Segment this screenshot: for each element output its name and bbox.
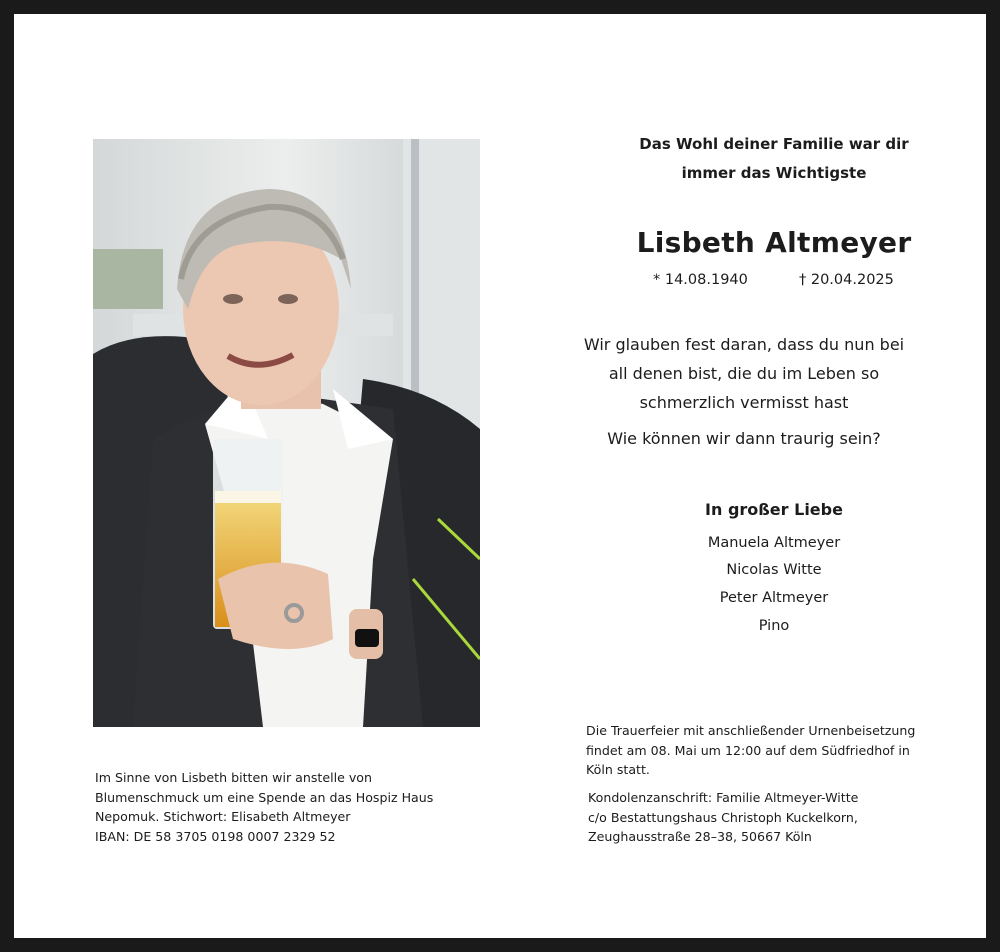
- donation-line-1: Im Sinne von Lisbeth bitten wir anstelle von: [95, 770, 372, 785]
- condolence-line-1: Kondolenzanschrift: Familie Altmeyer-Witte: [588, 790, 859, 805]
- motto: [574, 130, 974, 188]
- birth-date: * 14.08.1940: [653, 272, 748, 288]
- donation-line-2: Blumenschmuck um eine Spende an das Hospiz Haus: [95, 789, 434, 805]
- mourners-heading: In großer Liebe: [705, 500, 843, 519]
- deceased-name: Lisbeth Altmeyer: [636, 226, 912, 259]
- donation-notice: [95, 768, 433, 846]
- obituary-card: [14, 14, 986, 938]
- mourner-name: Nicolas Witte: [726, 562, 822, 578]
- mourner-name: Pino: [758, 618, 790, 634]
- funeral-notice: [586, 721, 915, 780]
- portrait-photo: [93, 139, 480, 727]
- verse-line-1: Wir glauben fest daran, dass du nun bei: [583, 335, 905, 354]
- condolence-line-3: Zeughausstraße 28–38, 50667 Köln: [588, 829, 812, 844]
- motto-line-1: Das Wohl deiner Familie war dir: [639, 135, 909, 153]
- funeral-line-3: Köln statt.: [586, 762, 650, 777]
- mourner-name: Peter Altmeyer: [719, 590, 829, 606]
- verse-line-4: Wie können wir dann traurig sein?: [607, 429, 881, 448]
- condolence-address: [588, 788, 858, 847]
- donation-line-3: Nepomuk. Stichwort: Elisabeth Altmeyer: [95, 809, 351, 824]
- death-date: † 20.04.2025: [799, 272, 894, 288]
- funeral-line-2: findet am 08. Mai um 12:00 auf dem Südfriedhof in: [586, 742, 910, 758]
- donation-iban: IBAN: DE 58 3705 0198 0007 2329 52: [95, 828, 336, 844]
- funeral-line-1: Die Trauerfeier mit anschließender Urnenbeisetzung: [586, 723, 916, 738]
- verse-line-2: all denen bist, die du im Leben so: [608, 364, 880, 383]
- verse-line-3: schmerzlich vermisst hast: [639, 393, 849, 412]
- condolence-line-2: c/o Bestattungshaus Christoph Kuckelkorn,: [588, 809, 858, 825]
- motto-line-2: immer das Wichtigste: [681, 164, 867, 182]
- mourner-name: Manuela Altmeyer: [707, 535, 841, 551]
